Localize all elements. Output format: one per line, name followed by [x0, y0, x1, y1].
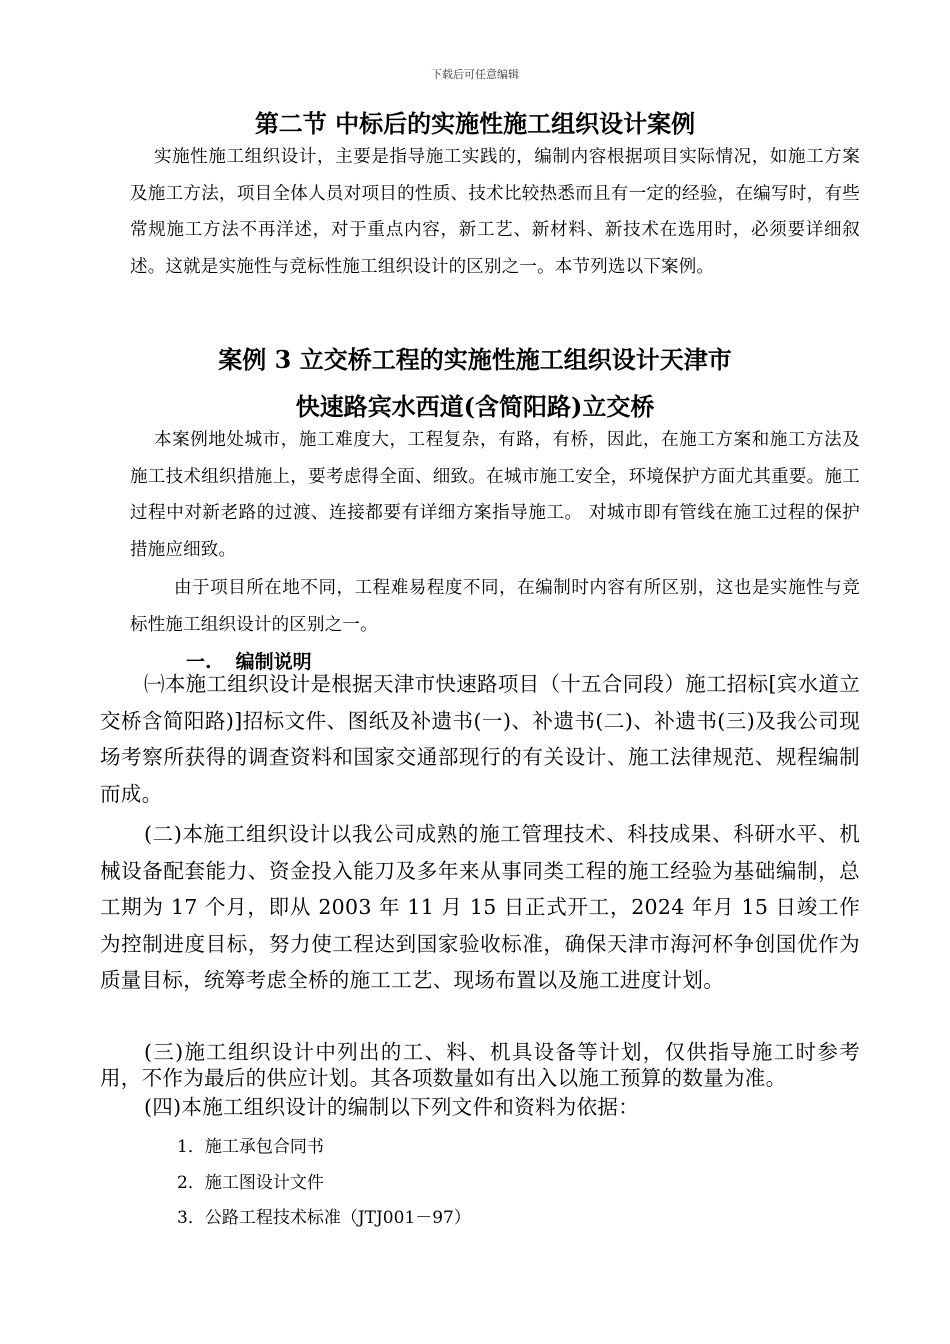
- basis-list-item: 2．施工图设计文件: [177, 1173, 324, 1193]
- case-intro-paragraph: 本案例地处城市，施工难度大，工程复杂，有路，有桥，因此，在施工方案和施工方法及施工技术组织措施上，要考虑得全面、细致。在城市施工安全，环境保护方面尤其重要。施工过程中对新老路的过渡、连接都要有详细方案指导施工。 对城市即有管线在施工过程的保护措施应细致。: [130, 430, 860, 560]
- paragraph-3: (三)施工组织设计中列出的工、料、机具设备等计划，仅供指导施工时参考用，不作为最后的供应计划。其各项数量如有出入以施工预算的数量为准。: [100, 1040, 860, 1090]
- case-diff-paragraph: 由于项目所在地不同，工程难易程度不同，在编制时内容有所区别，这也是实施性与竞标性施工组织设计的区别之一。: [130, 578, 860, 635]
- intro-paragraph: 实施性施工组织设计，主要是指导施工实践的，编制内容根据项目实际情况，如施工方案及施工方法，项目全体人员对项目的性质、技术比较热悉而且有一定的经验，在编写时，有些常规施工方法不再洋述，对于重点内容，新工艺、新材料、新技术在选用时，必须要详细叙述。这就是实施性与竞标性施工组织设计的区别之一。本节列选以下案例。: [130, 147, 860, 277]
- basis-list-item: 1．施工承包合同书: [177, 1137, 324, 1157]
- section-number: 一.: [186, 651, 212, 673]
- paragraph-2: (二)本施工组织设计以我公司成熟的施工管理技术、科技成果、科研水平、机械设备配套能力、资金投入能刀及多年来从事同类工程的施工经验为基础编制，总工期为 17 个月，即从 2003 年 11 月 15 日正式开工，2024 年月 15 日竣工作为控制进度目标，努力使工程达到国家验收标准，确保天津市海河杯争创国优作为质量目标，统筹考虑全桥的施工工艺、现场布置以及施工进度计划。: [100, 822, 860, 992]
- paragraph-1: ㈠本施工组织设计是根据天津市快速路项目（十五合同段）施工招标[宾水道立交桥含简阳路)]招标文件、图纸及补遗书(一)、补遗书(二)、补遗书(三)及我公司现场考察所获得的调查资料和国家交通部现行的有关设计、施工法律规范、规程编制而成。: [100, 672, 860, 806]
- section-title: 第二节 中标后的实施性施工组织设计案例: [254, 109, 696, 138]
- header-note: 下载后可任意编辑: [431, 68, 519, 81]
- case-title-line2: 快速路宾水西道(含简阳路)立交桥: [295, 392, 655, 421]
- paragraph-4: (四)本施工组织设计的编制以下列文件和资料为依据：: [144, 1095, 639, 1119]
- basis-list-item: 3．公路工程技术标准（JTJ001－97）: [177, 1208, 471, 1228]
- case-title-line1: 案例 3 立交桥工程的实施性施工组织设计天津市: [218, 345, 732, 374]
- section-heading-title: 编制说明: [235, 651, 312, 673]
